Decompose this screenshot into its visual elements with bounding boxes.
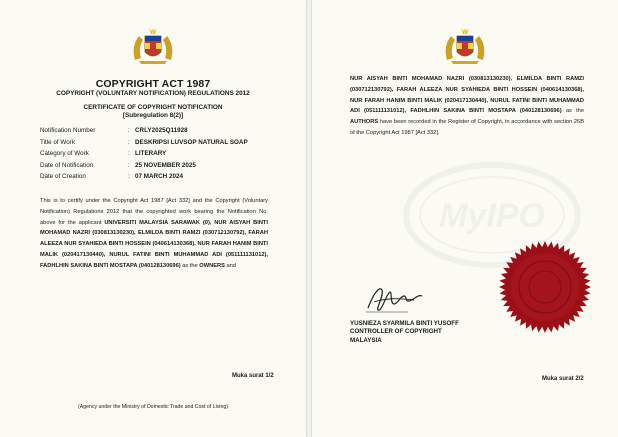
certificate-title (0, 104, 306, 120)
certification-paragraph (40, 196, 268, 272)
detail-value: LITERARY (135, 150, 167, 158)
authors-paragraph (350, 74, 584, 139)
signer-title: CONTROLLER OF COPYRIGHT (350, 328, 442, 336)
red-seal-icon (498, 240, 592, 334)
subregulation: [Subregulation 8(2)] (122, 112, 184, 119)
body-end: and (224, 262, 236, 269)
signature-icon (364, 282, 426, 314)
detail-value: CRLY2025Q11928 (135, 127, 188, 134)
detail-label: Notification Number (40, 127, 96, 134)
agency-footer: (Agency under the Ministry of Domestic Trade and Cost of Living) (78, 404, 228, 410)
detail-label: Category of Work (40, 150, 89, 158)
detail-row (40, 160, 280, 172)
watermark-text: MyIPO (439, 197, 545, 235)
signer-block (350, 320, 459, 345)
regulations-title: COPYRIGHT (VOLUNTARY NOTIFICATION) REGULATIONS 2012 (56, 90, 250, 97)
signer-name: YUSNIEZA SYARMILA BINTI YUSOFF (350, 320, 459, 327)
authors-word: AUTHORS (350, 119, 379, 126)
body-mid: as the (180, 262, 200, 269)
body-intro: This is to certify under the Copyright Act 1987 [Act 332] and the Copyright (Voluntary Notification) Regulations 2012 that the copyrighted work bearing the Notification No. above for the applicant (40, 198, 268, 226)
coat-of-arms-icon (441, 26, 489, 66)
detail-value: 25 NOVEMBER 2025 (135, 161, 196, 169)
notification-details (40, 125, 280, 183)
detail-row (40, 171, 280, 183)
body-end: have been recorded in the Register of Copyright, in accordance with section 26B of the Copyright Act 1987 [Act 332]. (350, 119, 584, 136)
detail-label: Title of Work (40, 138, 75, 146)
authors-list: NUR AISYAH BINTI MOHAMAD NAZRI (030813130230), ELMILDA BINTI RAMZI (030712130792), FARAH ALEEZA NUR SYAHIEDA BINTI HOSSEIN (040614130368), NUR FARAH HANIM BINTI MALIK (020417130440), NURUL FATINI BINTI MUHAMMAD ADI (051111131012), FADHLHIN SAKINA BINTI MOSTAPA (040128130696) (350, 76, 584, 115)
detail-row (40, 137, 280, 149)
coat-of-arms-icon (129, 26, 177, 66)
page-number: Muka surat 2/2 (542, 376, 584, 382)
detail-row (40, 148, 280, 160)
certificate-page-2 (312, 0, 618, 437)
detail-colon: : (128, 150, 130, 158)
owners-list: UNIVERSITI MALAYSIA SARAWAK (0), NUR AISYAH BINTI MOHAMAD NAZRI (030813130230), ELMILDA BINTI RAMZI (030712130792), FARAH ALEEZA NUR SYAHIEDA BINTI HOSSEIN (040614130368), NUR FARAH HANIM BINTI MALIK (020417130440), NURUL FATINI BINTI MUHAMMAD ADI (051111131012), FADHLHIN SAKINA BINTI MOSTAPA (040128130696) (40, 219, 268, 269)
detail-label: Date of Notification (40, 161, 94, 169)
detail-colon: : (128, 173, 130, 181)
detail-colon: : (128, 161, 130, 169)
detail-colon: : (128, 138, 130, 146)
certificate-heading: CERTIFICATE OF COPYRIGHT NOTIFICATION (83, 104, 223, 111)
signer-country: MALAYSIA (350, 336, 382, 344)
body-mid: as the (561, 108, 584, 115)
detail-value: DESKRIPSI LUVSOP NATURAL SOAP (135, 138, 248, 146)
detail-colon: : (128, 127, 130, 134)
page-number: Muka surat 1/2 (232, 373, 274, 379)
detail-label: Date of Creation (40, 173, 86, 181)
act-title: COPYRIGHT ACT 1987 (95, 78, 211, 90)
certificate-page-1 (0, 0, 306, 437)
detail-row (40, 125, 280, 137)
detail-value: 07 MARCH 2024 (135, 173, 183, 181)
owners-word: OWNERS (199, 262, 225, 269)
